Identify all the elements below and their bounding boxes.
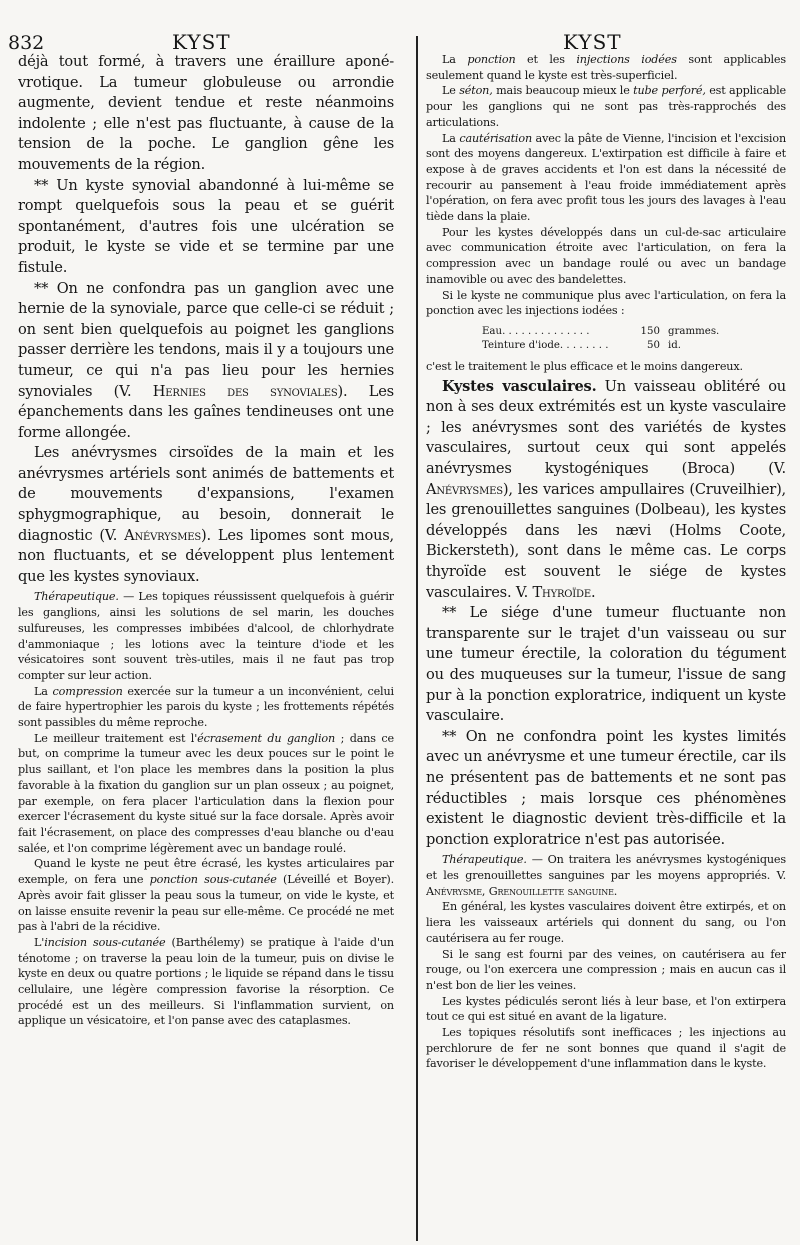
ingredient-unit: grammes. xyxy=(668,325,720,337)
paragraph: ** On ne confondra pas un ganglion avec une hernie de la synoviale, parce que celle-ci se réduit ; on sent bien quelquefois au poignet les ganglions passer derrière les tendons, mais il y a toujours une tumeur, ce qui n'a pas lieu pour les hernies synoviales (V. Hernies des synoviales). Les épanchements dans les gaînes tendineuses ont une forme allongée. xyxy=(18,279,394,441)
paragraph: Si le sang est fourni par des veines, on cautérisera au fer rouge, ou l'on exercera une compression ; mais en aucun cas il n'est bon de lier les veines. xyxy=(426,947,786,992)
term: incision sous-cutanée xyxy=(44,935,166,949)
section-heading: Kystes vasculaires. xyxy=(442,377,597,395)
paragraph: Thérapeutique. — Les topiques réussissent quelquefois à guérir les ganglions, ainsi les solutions de sel marin, les douches sulfureuses, les compresses imbibées d'alcool, de chlorhydrate d'ammoniaque ; les lotions avec la teinture d'iode et les vésicatoires sont souvent très-utiles, mais il ne faut pas trop compter sur leur action. xyxy=(18,590,394,682)
paragraph: Si le kyste ne communique plus avec l'articulation, on fera la ponction avec les injections iodées : xyxy=(426,288,786,318)
column-divider xyxy=(416,36,418,1241)
term: ponction xyxy=(467,53,516,66)
paragraph: c'est le traitement le plus efficace et le moins dangereux. xyxy=(426,359,743,373)
term: ponction sous-cutanée xyxy=(149,873,277,887)
term: cautérisation xyxy=(459,131,533,145)
formula-table xyxy=(482,325,732,353)
paragraph: Les anévrysmes cirsoïdes de la main et les anévrysmes artériels sont animés de battements et de mouvements d'expansions, l'examen sphygmographique, au besoin, donnerait le diagnostic (V. Anévrysmes). Les lipomes sont mous, non fluctuants, et se développent plus lentement que les kystes synoviaux. xyxy=(18,444,394,585)
page-header xyxy=(0,26,800,54)
cross-reference: Hernies des synoviales xyxy=(152,382,338,400)
paragraph: La compression exercée sur la tumeur a un inconvénient, celui de faire hypertrophier les parois du kyste ; les frottements répétés sont passibles du même reproche. xyxy=(18,684,394,730)
formula-row xyxy=(482,325,732,339)
right-column xyxy=(426,52,786,1230)
paragraph: ** On ne confondra point les kystes limités avec un anévrysme et une tumeur érectile, car ils ne présentent pas de battements et ne sont pas réductibles ; mais lorsque ces phénomènes existent le diagnostic devient très-difficile et la ponction exploratrice n'est pas autorisée. xyxy=(426,727,786,848)
ingredient-name: Teinture d'iode. . . . . . . . xyxy=(482,339,609,351)
ingredient-unit: id. xyxy=(668,339,682,351)
paragraph: Les topiques résolutifs sont inefficaces ; les injections au perchlorure de fer ne sont bonnes que quand il s'agit de favoriser le développement d'une inflammation dans le kyste. xyxy=(426,1026,786,1071)
paragraph: En général, les kystes vasculaires doivent être extirpés, et on liera les vaisseaux artériels qui donnent du sang, ou l'on cautérisera au fer rouge. xyxy=(426,900,786,945)
paragraph: La cautérisation avec la pâte de Vienne, l'incision et l'excision sont des moyens dangereux. L'extirpation est difficile à faire et expose à de graves accidents et l'on est dans la nécessité de recourir au pansement à l'eau froide immédiatement après l'opération, on fera avec profit tous les jours des lavages à l'eau tiède dans la plaie. xyxy=(426,131,786,224)
term: compression xyxy=(52,684,123,698)
paragraph: Kystes vasculaires. Un vaisseau oblitéré ou non à ses deux extrémités est un kyste vasculaire ; les anévrysmes sont des variétés de kystes vasculaires, surtout ceux qui sont appelés anévrysmes kystogéniques (Broca) (V. Anévrysmes), les varices ampullaires (Cruveilhier), les grenouillettes sanguines (Dolbeau), les kystes développés dans les nævi (Holms Coote, Bickersteth), sont dans le même cas. Le corps thyroïde est souvent le siége de kystes vasculaires. V. Thyroïde. xyxy=(426,377,786,601)
term: tube perforé, xyxy=(633,84,706,98)
running-head-right: KYST xyxy=(563,30,622,54)
paragraph: Thérapeutique. — On traitera les anévrysmes kystogéniques et les grenouillettes sanguines par les moyens appropriés. V. Anévrysme, Grenouillette sanguine. xyxy=(426,853,786,898)
ingredient-quantity: 50 xyxy=(647,339,660,351)
left-column xyxy=(18,52,394,1230)
paragraph: déjà tout formé, à travers une éraillure aponé-vrotique. La tumeur globuleuse ou arrondie augmente, devient tendue et reste néanmoins indolente ; elle n'est pas fluctuante, à cause de la tension de la poche. Le ganglion gêne les mouvements de la région. xyxy=(18,53,394,173)
section-label: Thérapeutique. xyxy=(442,853,527,867)
section-label: Thérapeutique. xyxy=(34,590,119,604)
page-number: 832 xyxy=(8,32,45,54)
paragraph: Pour les kystes développés dans un cul-de-sac articulaire avec communication étroite avec l'articulation, on fera la compression avec un bandage roulé ou avec un bandage inamovible ou avec des bandelettes. xyxy=(426,225,786,286)
term: écrasement du ganglion xyxy=(197,731,336,745)
ingredient-name: Eau. . . . . . . . . . . . . . xyxy=(482,325,590,337)
running-head-left: KYST xyxy=(172,30,231,54)
term: séton, xyxy=(459,84,493,98)
cross-reference: Thyroïde xyxy=(532,583,591,601)
paragraph: Les kystes pédiculés seront liés à leur base, et l'on extirpera tout ce qui est situé en avant de la ligature. xyxy=(426,994,786,1024)
formula-row xyxy=(482,339,732,353)
ingredient-quantity: 150 xyxy=(640,325,660,337)
cross-reference: Anévrysmes xyxy=(426,480,503,498)
paragraph: L'incision sous-cutanée (Barthélemy) se pratique à l'aide d'un ténotome ; on traverse la peau loin de la tumeur, puis on divise le kyste en deux ou quatre portions ; le liquide se répand dans le tissu cellulaire, une légère compression favorise la résorption. Ce procédé est un des meilleurs. Si l'inflammation survient, on applique un vésicatoire, et l'on panse avec des cataplasmes. xyxy=(18,935,394,1028)
paragraph: ** Un kyste synovial abandonné à lui-même se rompt quelquefois sous la peau et se guérit spontanément, d'autres fois une ulcération se produit, le kyste se vide et se termine par une fistule. xyxy=(18,176,394,276)
paragraph: Le séton, mais beaucoup mieux le tube perforé, est applicable pour les ganglions qui ne sont pas très-rapprochés des articulations. xyxy=(426,84,786,129)
term: injections iodées xyxy=(576,53,677,66)
paragraph: Le meilleur traitement est l'écrasement du ganglion ; dans ce but, on comprime la tumeur avec les deux pouces sur le point le plus saillant, et l'on place les membres dans la position la plus favorable à la fixation du ganglion sur un plan osseux ; au poignet, par exemple, on fera placer l'articulation dans la flexion pour exercer l'écrasement du kyste situé sur la face dorsale. Après avoir fait l'écrasement, on place des compresses d'eau blanche ou d'eau salée, et l'on comprime légèrement avec un bandage roulé. xyxy=(18,731,394,855)
paragraph: La ponction et les injections iodées sont applicables seulement quand le kyste est très-superficiel. xyxy=(426,53,786,82)
cross-reference: Anévrysmes xyxy=(124,526,201,544)
cross-reference: Anévrysme, Grenouillette sanguine xyxy=(426,884,614,898)
paragraph: Quand le kyste ne peut être écrasé, les kystes articulaires par exemple, on fera une ponction sous-cutanée (Léveillé et Boyer). Après avoir fait glisser la peau sous la tumeur, on vide le kyste, et on laisse ensuite revenir la peau sur elle-même. Ce procédé ne met pas à l'abri de la récidive. xyxy=(18,857,394,934)
paragraph: ** Le siége d'une tumeur fluctuante non transparente sur le trajet d'un vaisseau ou sur une tumeur érectile, la coloration du tégument ou des muqueuses sur la tumeur, l'issue de sang pur à la ponction exploratrice, indiquent un kyste vasculaire. xyxy=(426,604,786,725)
